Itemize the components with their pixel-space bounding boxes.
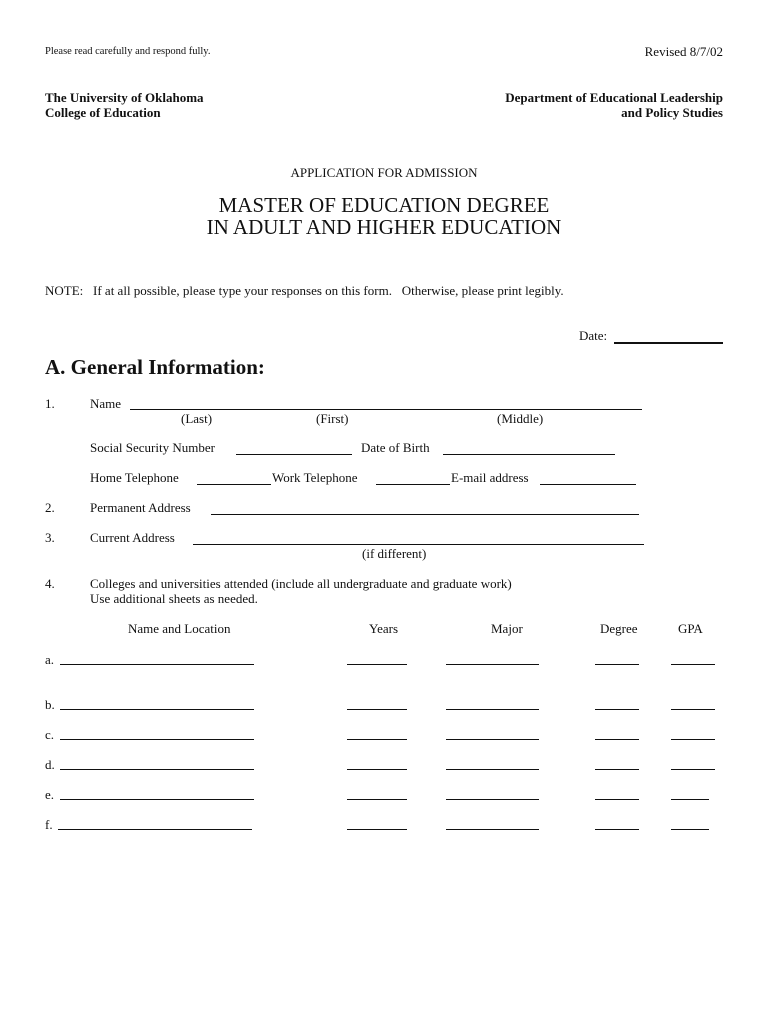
row-letter: a. bbox=[45, 652, 55, 667]
row-letter: c. bbox=[45, 727, 55, 742]
name-location-field[interactable] bbox=[60, 799, 254, 800]
colleges-instruction-line1: Colleges and universities attended (include all undergraduate and graduate work) bbox=[90, 576, 512, 591]
degree-field[interactable] bbox=[595, 799, 639, 800]
dob-field[interactable] bbox=[443, 454, 615, 455]
major-field[interactable] bbox=[446, 664, 539, 665]
gpa-field[interactable] bbox=[671, 739, 715, 740]
permanent-address-label: Permanent Address bbox=[90, 500, 191, 515]
name-label: Name bbox=[90, 396, 122, 411]
date-field[interactable] bbox=[614, 342, 723, 344]
degree-field[interactable] bbox=[595, 709, 639, 710]
college-name: College of Education bbox=[45, 105, 161, 120]
date-label: Date: bbox=[579, 328, 608, 343]
department-line1: Department of Educational Leadership bbox=[505, 90, 723, 105]
row-letter: e. bbox=[45, 787, 55, 802]
note-text: NOTE: If at all possible, please type your responses on this form. Otherwise, please print legibly. bbox=[45, 283, 564, 298]
years-field[interactable] bbox=[347, 739, 407, 740]
name-location-field[interactable] bbox=[58, 829, 252, 830]
revised-date: Revised 8/7/02 bbox=[644, 44, 723, 59]
if-different-caption: (if different) bbox=[362, 546, 427, 561]
question-number-1: 1. bbox=[45, 396, 55, 411]
university-name: The University of Oklahoma bbox=[45, 90, 204, 105]
current-address-label: Current Address bbox=[90, 530, 175, 545]
degree-title-line2: IN ADULT AND HIGHER EDUCATION bbox=[206, 215, 562, 239]
work-telephone-field[interactable] bbox=[376, 484, 450, 485]
header-gpa: GPA bbox=[678, 621, 703, 636]
major-field[interactable] bbox=[446, 769, 539, 770]
header-major: Major bbox=[491, 621, 523, 636]
name-location-field[interactable] bbox=[60, 769, 254, 770]
permanent-address-field[interactable] bbox=[211, 514, 639, 515]
gpa-field[interactable] bbox=[671, 769, 715, 770]
dob-label: Date of Birth bbox=[361, 440, 430, 455]
years-field[interactable] bbox=[347, 664, 407, 665]
colleges-instruction-line2: Use additional sheets as needed. bbox=[90, 591, 258, 606]
gpa-field[interactable] bbox=[671, 664, 715, 665]
email-field[interactable] bbox=[540, 484, 636, 485]
name-middle-caption: (Middle) bbox=[497, 411, 544, 426]
question-number-2: 2. bbox=[45, 500, 55, 515]
header-degree: Degree bbox=[600, 621, 638, 636]
instruction-text: Please read carefully and respond fully. bbox=[45, 46, 211, 57]
section-a-heading: A. General Information: bbox=[45, 355, 265, 379]
major-field[interactable] bbox=[446, 739, 539, 740]
row-letter: d. bbox=[45, 757, 55, 772]
name-location-field[interactable] bbox=[60, 664, 254, 665]
row-letter: f. bbox=[45, 817, 53, 832]
current-address-field[interactable] bbox=[193, 544, 644, 545]
name-location-field[interactable] bbox=[60, 739, 254, 740]
name-first-caption: (First) bbox=[316, 411, 349, 426]
years-field[interactable] bbox=[347, 799, 407, 800]
major-field[interactable] bbox=[446, 799, 539, 800]
degree-field[interactable] bbox=[595, 829, 639, 830]
email-label: E-mail address bbox=[451, 470, 529, 485]
home-telephone-field[interactable] bbox=[197, 484, 271, 485]
application-title: APPLICATION FOR ADMISSION bbox=[290, 165, 478, 180]
major-field[interactable] bbox=[446, 709, 539, 710]
degree-title-line1: MASTER OF EDUCATION DEGREE bbox=[218, 193, 550, 217]
work-telephone-label: Work Telephone bbox=[272, 470, 358, 485]
degree-field[interactable] bbox=[595, 664, 639, 665]
years-field[interactable] bbox=[347, 769, 407, 770]
name-field[interactable] bbox=[130, 409, 642, 410]
name-location-field[interactable] bbox=[60, 709, 254, 710]
ssn-label: Social Security Number bbox=[90, 440, 215, 455]
years-field[interactable] bbox=[347, 829, 407, 830]
header-name-location: Name and Location bbox=[128, 621, 231, 636]
gpa-field[interactable] bbox=[671, 829, 709, 830]
department-line2: and Policy Studies bbox=[621, 105, 723, 120]
years-field[interactable] bbox=[347, 709, 407, 710]
header-years: Years bbox=[369, 621, 399, 636]
major-field[interactable] bbox=[446, 829, 539, 830]
degree-field[interactable] bbox=[595, 769, 639, 770]
gpa-field[interactable] bbox=[671, 799, 709, 800]
question-number-4: 4. bbox=[45, 576, 55, 591]
name-last-caption: (Last) bbox=[181, 411, 213, 426]
question-number-3: 3. bbox=[45, 530, 55, 545]
ssn-field[interactable] bbox=[236, 454, 352, 455]
home-telephone-label: Home Telephone bbox=[90, 470, 179, 485]
gpa-field[interactable] bbox=[671, 709, 715, 710]
degree-field[interactable] bbox=[595, 739, 639, 740]
row-letter: b. bbox=[45, 697, 55, 712]
